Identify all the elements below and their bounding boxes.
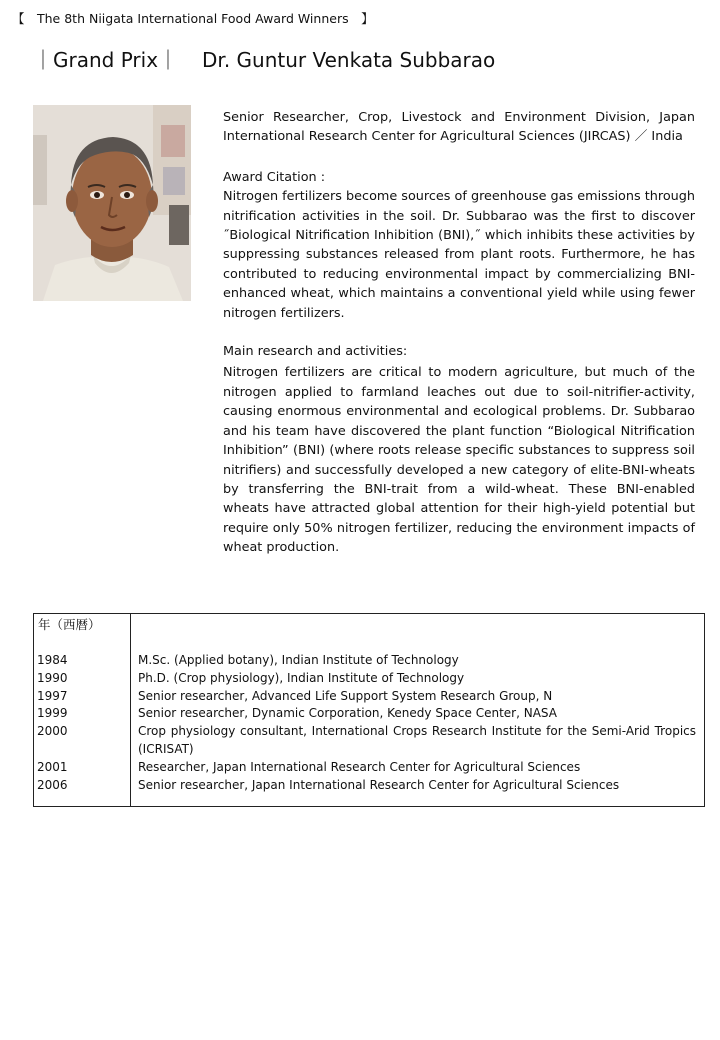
- history-year: 1984: [37, 653, 68, 667]
- winner-portrait-photo: [33, 105, 191, 301]
- history-row: [34, 759, 704, 777]
- affiliation-text: Senior Researcher, Crop, Livestock and Environment Division, Japan International Research Center for Agricultural Sciences (JIRCAS) ／ India: [223, 110, 695, 145]
- history-description: Crop physiology consultant, International Crops Research Institute for the Semi-Arid Tropics (ICRISAT): [138, 724, 696, 756]
- winner-name: Dr. Guntur Venkata Subbarao: [202, 48, 496, 72]
- citation-body: Nitrogen fertilizers become sources of greenhouse gas emissions through nitrification activities in the soil. Dr. Subbarao was the first to discover ˝Biological Nitrification Inhibition (BNI),˝ which inhibits these activities by suppressing substances released from plant roots. Furthermore, he has contributed to reducing environmental impact by commercializing BNI-enhanced wheat, which maintains a conventional yield while using fewer nitrogen fertilizers.: [223, 189, 695, 321]
- research-body: Nitrogen fertilizers are critical to modern agriculture, but much of the nitrogen applied to farmland leaches out due to soil-nitrifier-activity, causing enormous environmental and ecological problems. Dr. Subbarao and his team have discovered the plant function “Biological Nitrification Inhibition” (BNI) (where roots release specific substances to suppress soil nitrifiers) and successfully developed a new category of elite-BNI-wheats by transferring the BNI-trait from a wild-wheat. These BNI-enabled wheats have attracted global attention for their high-yield potential but require only 50% nitrogen fertilizer, reducing the environment impacts of wheat production.: [223, 365, 695, 556]
- history-description: Researcher, Japan International Research Center for Agricultural Sciences: [138, 759, 581, 774]
- history-row: [34, 652, 704, 670]
- history-year: 1997: [37, 688, 68, 703]
- history-row: [34, 688, 704, 706]
- citation-heading: Award Citation :: [223, 169, 326, 185]
- document-header: 【 The 8th Niigata International Food Award Winners 】: [12, 11, 374, 26]
- history-year: 2000: [37, 724, 68, 739]
- award-label: ｜Grand Prix｜: [33, 48, 179, 72]
- history-row: [34, 670, 704, 688]
- career-history-table: [33, 613, 705, 807]
- history-year: 2001: [37, 759, 68, 774]
- profile-text: [223, 108, 695, 558]
- history-description: Senior researcher, Advanced Life Support System Research Group, N: [138, 688, 553, 703]
- history-row: [34, 723, 704, 759]
- history-row: [34, 777, 704, 795]
- history-rows: [34, 652, 704, 794]
- history-year: 2006: [37, 777, 68, 792]
- page-title: [33, 44, 495, 73]
- history-year: 1990: [37, 670, 68, 685]
- research-heading: Main research and activities:: [223, 344, 408, 360]
- history-description: Senior researcher, Dynamic Corporation, Kenedy Space Center, NASA: [138, 706, 557, 721]
- history-description: Senior researcher, Japan International Research Center for Agricultural Sciences: [138, 777, 620, 792]
- history-row: [34, 705, 704, 723]
- year-column-header: 年（西暦）: [38, 617, 101, 632]
- history-description: Ph.D. (Crop physiology), Indian Institute of Technology: [138, 670, 465, 685]
- history-description: M.Sc. (Applied botany), Indian Institute of Technology: [138, 653, 459, 667]
- history-year: 1999: [37, 706, 68, 721]
